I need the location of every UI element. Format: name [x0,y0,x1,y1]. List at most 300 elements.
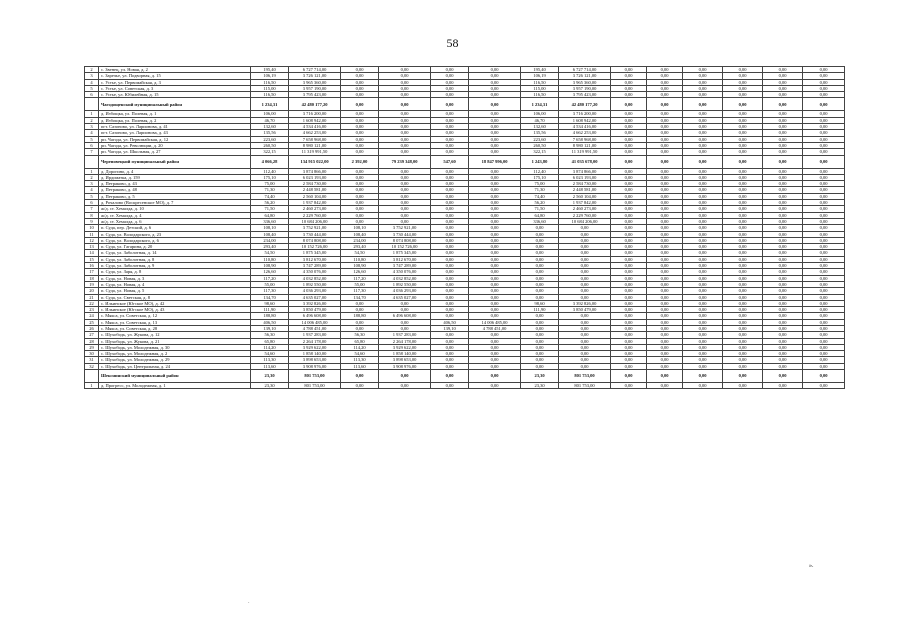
value-cell: 0,00 [683,363,723,369]
value-cell: 0,00 [683,231,723,237]
value-cell: 0,00 [431,187,469,193]
value-cell: 0,00 [559,351,611,357]
value-cell: 1 892 550,00 [289,281,341,287]
value-cell: 116,50 [521,92,559,98]
value-cell: 139,10 [431,325,469,331]
value-cell: 0,00 [469,187,521,193]
value-cell: 0,00 [521,263,559,269]
value-cell: 0,00 [611,73,647,79]
value-cell: 3 908 976,00 [289,363,341,369]
value-cell: 74,40 [521,193,559,199]
value-cell: 0,00 [341,307,379,313]
value-cell: 0,00 [647,206,683,212]
value-cell: 0,00 [521,269,559,275]
value-cell: 117,20 [341,275,379,281]
row-number: 6 [85,200,99,206]
value-cell: 0,00 [341,325,379,331]
value-cell: 2 264 178,00 [289,338,341,344]
value-cell: 0,00 [469,244,521,250]
value-cell: 0,00 [723,313,763,319]
value-cell: 113,60 [251,363,289,369]
value-cell: 0,00 [803,263,845,269]
value-cell: 0,00 [683,225,723,231]
value-cell: 0,00 [431,281,469,287]
value-cell: 0,00 [611,351,647,357]
address-cell: с. Шухободь, ул. Молодежная, д. 2 [99,351,251,357]
value-cell: 0,00 [803,275,845,281]
value-cell: 0,00 [803,218,845,224]
address-cell: Череповецкий муниципальный район [99,155,251,168]
value-cell: 0,00 [803,383,845,389]
value-cell: 0,00 [803,294,845,300]
value-cell: 132,60 [521,124,559,130]
row-number [85,98,99,111]
value-cell: 4 350 076,00 [289,269,341,275]
value-cell: 6 496 608,00 [289,313,341,319]
value-cell: 4 350 076,00 [379,269,431,275]
value-cell: 8 980 121,00 [559,142,611,148]
value-cell: 0,00 [803,351,845,357]
value-cell: 46,70 [521,117,559,123]
value-cell: 0,00 [611,370,647,383]
value-cell: 0,00 [723,155,763,168]
value-cell: 336,60 [521,218,559,224]
value-cell: 0,00 [469,288,521,294]
address-cell: Шекснинский муниципальный район [99,370,251,383]
value-cell: 0,00 [431,174,469,180]
value-cell: 0,00 [803,187,845,193]
value-cell: 0,00 [683,79,723,85]
value-cell: 0,00 [803,288,845,294]
value-cell: 116,50 [251,79,289,85]
value-cell: 0,00 [803,181,845,187]
value-cell: 0,00 [763,130,803,136]
value-cell: 0,00 [803,92,845,98]
value-cell: 0,00 [803,212,845,218]
value-cell: 0,00 [559,281,611,287]
value-cell: 0,00 [431,288,469,294]
row-number: 1 [85,111,99,117]
value-cell: 0,00 [431,85,469,91]
value-cell: 0,00 [683,383,723,389]
row-number: 4 [85,130,99,136]
value-cell: 0,00 [379,142,431,148]
value-cell: 0,00 [723,325,763,331]
value-cell: 0,00 [723,275,763,281]
value-cell: 0,00 [431,98,469,111]
value-cell: 112,40 [521,168,559,174]
value-cell: 0,00 [803,206,845,212]
value-cell: 0,00 [469,212,521,218]
value-cell: 98,60 [521,300,559,306]
value-cell: 4 788 451,00 [289,325,341,331]
value-cell: 106,00 [521,111,559,117]
value-cell: 0,00 [683,256,723,262]
address-cell: п. Суда, ул. Заболотная, д. 14 [99,250,251,256]
value-cell: 0,00 [647,275,683,281]
value-cell: 108,10 [341,225,379,231]
value-cell: 1 937 842,00 [289,200,341,206]
value-cell: 260,50 [521,142,559,148]
value-cell: 0,00 [683,149,723,155]
value-cell: 0,00 [559,288,611,294]
row-number: 12 [85,237,99,243]
value-cell: 0,00 [683,67,723,73]
value-cell: 0,00 [763,244,803,250]
address-cell: ж/д. ст. Хемалда, д. 4 [99,212,251,218]
value-cell: 0,00 [647,344,683,350]
value-cell: 0,00 [431,370,469,383]
value-cell: 2 560 104,00 [289,193,341,199]
value-cell: 2 264 178,00 [379,338,431,344]
value-cell: 0,00 [611,244,647,250]
value-cell: 0,00 [521,250,559,256]
value-cell: 0,00 [723,168,763,174]
value-cell: 0,00 [763,332,803,338]
value-cell: 0,00 [469,73,521,79]
value-cell: 0,00 [611,357,647,363]
address-cell: рп. Чагода, ул. Первомайская, д. 12 [99,136,251,142]
value-cell: 75,00 [521,181,559,187]
value-cell: 0,00 [803,98,845,111]
value-cell: 0,00 [431,92,469,98]
value-cell: 0,00 [521,338,559,344]
value-cell: 108,40 [251,231,289,237]
value-cell: 0,00 [341,300,379,306]
value-cell: 0,00 [611,294,647,300]
value-cell: 0,00 [683,244,723,250]
value-cell: 0,00 [469,237,521,243]
value-cell: 0,00 [803,67,845,73]
value-cell: 0,00 [469,111,521,117]
value-cell: 0,00 [611,130,647,136]
value-cell: 0,00 [647,168,683,174]
value-cell: 4 534 416,00 [289,124,341,130]
value-cell: 0,00 [379,92,431,98]
value-cell: 0,00 [683,206,723,212]
value-cell: 3 965 360,00 [289,79,341,85]
value-cell: 55,00 [251,281,289,287]
value-cell: 3 965 360,00 [559,79,611,85]
value-cell: 0,00 [683,300,723,306]
value-cell: 0,00 [431,237,469,243]
value-cell: 0,00 [647,117,683,123]
value-cell: 0,00 [431,67,469,73]
value-cell: 0,00 [763,168,803,174]
value-cell: 0,00 [611,319,647,325]
value-cell: 0,00 [469,256,521,262]
value-cell: 0,00 [469,149,521,155]
value-cell: 0,00 [683,130,723,136]
address-cell: с. Шухободь, ул. Молодежная, д. 30 [99,344,251,350]
value-cell: 0,00 [763,237,803,243]
value-cell: 0,00 [723,294,763,300]
value-cell: 0,00 [763,338,803,344]
value-cell: 801 753,00 [289,370,341,383]
value-cell: 0,00 [763,370,803,383]
value-cell: 0,00 [431,269,469,275]
value-cell: 801 753,00 [559,383,611,389]
value-cell: 54,50 [251,250,289,256]
value-cell: 0,00 [723,269,763,275]
value-cell: 0,00 [611,263,647,269]
row-number [85,155,99,168]
value-cell: 0,00 [803,281,845,287]
value-cell: 3 747 289,00 [379,263,431,269]
value-cell: 0,00 [469,206,521,212]
value-cell: 56,20 [521,200,559,206]
value-cell: 0,00 [647,193,683,199]
value-cell: 132,60 [251,124,289,130]
value-cell: 4 036 293,00 [289,288,341,294]
value-cell: 0,00 [803,300,845,306]
value-cell: 0,00 [763,313,803,319]
value-cell: 108,90 [341,263,379,269]
value-cell: 0,00 [611,237,647,243]
value-cell: 0,00 [611,225,647,231]
value-cell: 6 496 608,00 [379,313,431,319]
value-cell: 0,00 [379,325,431,331]
value-cell: 0,00 [341,181,379,187]
value-cell: 0,00 [763,357,803,363]
value-cell: 0,00 [763,351,803,357]
value-cell: 0,00 [521,351,559,357]
value-cell: 0,00 [469,275,521,281]
value-cell: 0,00 [763,200,803,206]
value-cell: 0,00 [469,174,521,180]
value-cell: 3 795 423,00 [289,92,341,98]
value-cell: 0,00 [431,300,469,306]
value-cell: 112,40 [251,168,289,174]
value-cell: 23,30 [251,383,289,389]
value-cell: 0,00 [341,98,379,111]
value-cell: 0,00 [763,174,803,180]
value-cell: 0,00 [431,256,469,262]
value-cell: 65,80 [341,338,379,344]
value-cell: 0,00 [683,370,723,383]
value-cell: 0,00 [723,218,763,224]
value-cell: 0,00 [723,73,763,79]
stray-mark: · [248,601,250,606]
value-cell: 0,00 [683,275,723,281]
value-cell: 0,00 [803,111,845,117]
value-cell: 0,00 [521,357,559,363]
value-cell: 10 684 206,00 [289,218,341,224]
value-cell: 0,00 [683,124,723,130]
value-cell: 0,00 [647,319,683,325]
value-cell: 0,00 [683,263,723,269]
value-cell: 0,00 [341,212,379,218]
value-cell: 1 608 942,00 [559,117,611,123]
value-cell: 0,00 [647,212,683,218]
value-cell: 0,00 [611,149,647,155]
value-cell: 0,00 [647,231,683,237]
value-cell: 0,00 [647,300,683,306]
value-cell: 0,00 [803,79,845,85]
row-number: 29 [85,344,99,350]
value-cell: 3 874 866,00 [559,168,611,174]
row-number: 2 [85,117,99,123]
address-cell: с. Устье, ул. Советская, д. 3 [99,85,251,91]
value-cell: 0,00 [469,363,521,369]
value-cell: 0,00 [683,181,723,187]
value-cell: 3 898 653,00 [379,357,431,363]
value-cell: 0,00 [611,231,647,237]
address-cell: с. Звенец, ул. Новая, д. 2 [99,67,251,73]
value-cell: 0,00 [763,344,803,350]
value-cell: 0,00 [647,92,683,98]
value-cell: 0,00 [647,313,683,319]
value-cell: 0,00 [559,294,611,300]
value-cell: 1 858 140,00 [379,351,431,357]
value-cell: 0,00 [763,85,803,91]
value-cell: 0,00 [611,168,647,174]
address-cell: с. Ильинское (Югское МО), д. 42 [99,300,251,306]
value-cell: 801 753,00 [289,383,341,389]
value-cell: 0,00 [763,212,803,218]
value-cell: 0,00 [431,124,469,130]
row-number: 22 [85,300,99,306]
value-cell: 106,19 [251,73,289,79]
value-cell: 0,00 [647,256,683,262]
value-cell: 1 875 345,00 [289,250,341,256]
value-cell: 0,00 [469,168,521,174]
row-number: 18 [85,275,99,281]
value-cell: 0,00 [723,124,763,130]
value-cell: 0,00 [379,218,431,224]
value-cell: 1 937 283,00 [379,332,431,338]
value-cell: 0,00 [723,193,763,199]
value-cell: 0,00 [341,370,379,383]
value-cell: 3 752 921,00 [379,225,431,231]
value-cell: 0,00 [341,200,379,206]
value-cell: 108,90 [251,263,289,269]
value-cell: 0,00 [521,344,559,350]
value-cell: 3 795 423,00 [559,92,611,98]
address-cell: рп. Чагода, ул. Революции, д. 20 [99,142,251,148]
value-cell: 71,30 [521,187,559,193]
value-cell: 0,00 [647,338,683,344]
value-cell: 113,30 [251,357,289,363]
address-cell: с. Ильинское (Югское МО), д. 43 [99,307,251,313]
value-cell: 0,00 [611,269,647,275]
value-cell: 0,00 [803,149,845,155]
value-cell: 7 658 968,00 [289,136,341,142]
value-cell: 56,30 [341,332,379,338]
value-cell: 2 448 581,00 [559,187,611,193]
value-cell: 0,00 [431,79,469,85]
value-cell: 135,56 [521,130,559,136]
value-cell: 1 243,80 [521,155,559,168]
value-cell: 223,60 [521,136,559,142]
value-cell: 0,00 [723,383,763,389]
value-cell: 10 684 206,00 [559,218,611,224]
value-cell: 6 023 193,00 [559,174,611,180]
value-cell: 0,00 [611,193,647,199]
row-number: 24 [85,313,99,319]
value-cell: 0,00 [469,92,521,98]
address-cell: с. Устье, ул. Юбилейная, д. 15 [99,92,251,98]
value-cell: 3 812 670,00 [379,256,431,262]
value-cell: 0,00 [683,269,723,275]
value-cell: 0,00 [803,307,845,313]
value-cell: 64,80 [251,212,289,218]
value-cell: 0,00 [763,250,803,256]
value-cell: 0,00 [683,307,723,313]
value-cell: 56,20 [251,200,289,206]
value-cell: 115,00 [521,85,559,91]
value-cell: 175,10 [521,174,559,180]
value-cell: 0,00 [763,149,803,155]
value-cell: 0,00 [611,187,647,193]
value-cell: 0,00 [647,281,683,287]
value-cell: 0,00 [647,130,683,136]
value-cell: 23,30 [521,370,559,383]
value-cell: 0,00 [683,200,723,206]
value-cell: 11 319 991,50 [559,149,611,155]
value-cell: 0,00 [647,244,683,250]
value-cell: 0,00 [683,98,723,111]
value-cell: 18 847 996,00 [469,155,521,168]
value-cell: 4 032 852,00 [289,275,341,281]
value-cell: 2 560 104,00 [559,193,611,199]
value-cell: 0,00 [469,98,521,111]
value-cell: 3 874 866,00 [289,168,341,174]
value-cell: 0,00 [763,231,803,237]
value-cell: 2 229 760,00 [559,212,611,218]
value-cell: 234,00 [341,237,379,243]
section-row [85,370,845,383]
value-cell: 322,15 [251,149,289,155]
value-cell: 0,00 [763,275,803,281]
value-cell: 2 460 273,00 [289,206,341,212]
value-cell: 223,60 [251,136,289,142]
value-cell: 0,00 [611,136,647,142]
address-cell: п. Суда, ул. Новая, д. 4 [99,281,251,287]
value-cell: 0,00 [683,117,723,123]
value-cell: 0,00 [723,79,763,85]
value-cell: 71,50 [251,206,289,212]
value-cell: 0,00 [763,117,803,123]
value-cell: 23,30 [521,383,559,389]
address-cell: д. Петраково, д. 5 [99,193,251,199]
value-cell: 41 035 678,00 [559,155,611,168]
value-cell: 0,00 [723,67,763,73]
value-cell: 0,00 [683,218,723,224]
value-cell: 0,00 [431,332,469,338]
value-cell: 65,80 [251,338,289,344]
address-cell: пгт. Сазоново, ул. Ларионова, д. 41 [99,124,251,130]
value-cell: 0,00 [431,307,469,313]
value-cell: 0,00 [379,187,431,193]
value-cell: 10 152 726,00 [289,244,341,250]
address-cell: д. Петраково, д. 48 [99,187,251,193]
value-cell: 0,00 [763,92,803,98]
value-cell: 0,00 [803,73,845,79]
address-cell: с. Мякса, ул. Советская, д. 12 [99,313,251,319]
value-cell: 0,00 [647,218,683,224]
value-cell: 0,00 [647,200,683,206]
value-cell: 0,00 [803,168,845,174]
value-cell: 8 074 808,00 [289,237,341,243]
value-cell: 0,00 [683,357,723,363]
value-cell: 0,00 [521,275,559,281]
row-number: 20 [85,288,99,294]
row-number: 6 [85,92,99,98]
value-cell: 6 727 714,00 [289,67,341,73]
value-cell: 0,00 [469,338,521,344]
value-cell: 1 608 942,00 [289,117,341,123]
